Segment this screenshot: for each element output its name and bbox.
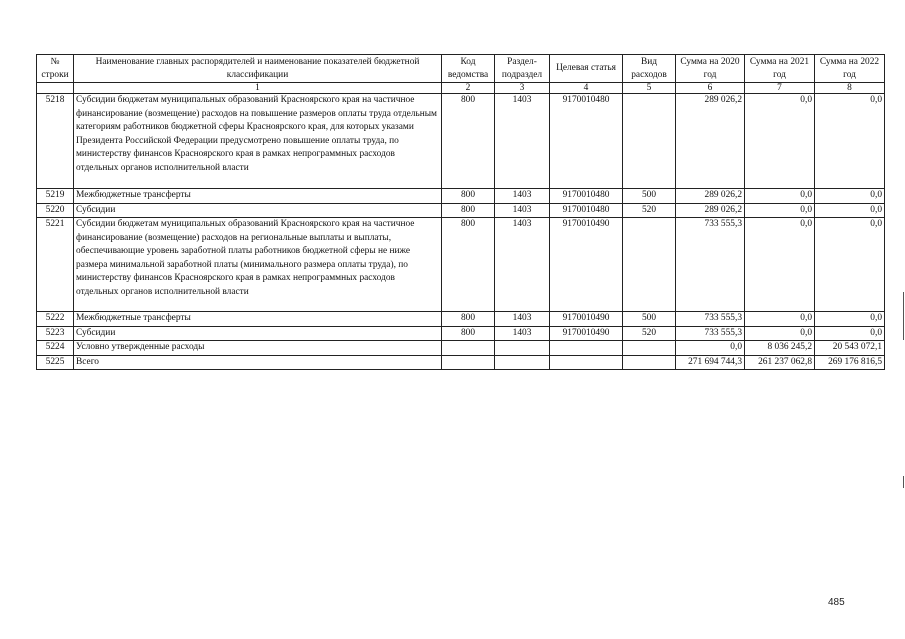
header-expense-type: Вид расходов (623, 55, 676, 83)
row-department-code: 800 (442, 218, 495, 312)
row-target-item (550, 355, 623, 370)
row-section: 1403 (495, 326, 550, 341)
row-target-item (550, 341, 623, 356)
row-expense-type: 520 (623, 326, 676, 341)
row-sum-2022: 0,0 (815, 218, 885, 312)
row-sum-2022: 0,0 (815, 189, 885, 204)
header-sum-2022: Сумма на 2022 год (815, 55, 885, 83)
table-row (37, 94, 885, 189)
row-sum-2022: 269 176 816,5 (815, 355, 885, 370)
row-name: Всего (74, 355, 442, 370)
column-number: 5 (623, 83, 676, 94)
table-row (37, 189, 885, 204)
header-sum-2020: Сумма на 2020 год (676, 55, 745, 83)
table-row-total (37, 355, 885, 370)
row-name: Субсидии бюджетам муниципальных образований Красноярского края на частичное финансирование (возмещение) расходов на региональные выплаты и выплаты, обеспечивающие уровень заработной платы работников бюджетной сферы не ниже размера минимальной заработной платы (минимального размера оплаты труда), по министерству финансов Красноярского края в рамках непрограммных расходов отдельных органов исполнительной власти (74, 218, 442, 312)
row-expense-type (623, 355, 676, 370)
row-name: Субсидии (74, 203, 442, 218)
row-department-code: 800 (442, 312, 495, 327)
row-target-item: 9170010480 (550, 203, 623, 218)
row-expense-type (623, 218, 676, 312)
row-number: 5223 (37, 326, 74, 341)
row-sum-2020: 289 026,2 (676, 203, 745, 218)
row-section: 1403 (495, 94, 550, 189)
table-row (37, 341, 885, 356)
budget-table (36, 54, 885, 370)
row-department-code (442, 355, 495, 370)
column-number: 8 (815, 83, 885, 94)
row-section (495, 341, 550, 356)
row-sum-2022: 0,0 (815, 203, 885, 218)
row-name: Условно утвержденные расходы (74, 341, 442, 356)
row-section: 1403 (495, 312, 550, 327)
table-row (37, 326, 885, 341)
row-name: Межбюджетные трансферты (74, 189, 442, 204)
header-name: Наименование главных распорядителей и наименование показателей бюджетной классификации (74, 55, 442, 83)
row-sum-2021: 8 036 245,2 (745, 341, 815, 356)
row-sum-2021: 0,0 (745, 189, 815, 204)
row-sum-2021: 0,0 (745, 203, 815, 218)
row-sum-2022: 0,0 (815, 94, 885, 189)
row-expense-type: 500 (623, 189, 676, 204)
header-sum-2021: Сумма на 2021 год (745, 55, 815, 83)
row-department-code: 800 (442, 203, 495, 218)
row-sum-2022: 0,0 (815, 326, 885, 341)
row-number: 5222 (37, 312, 74, 327)
row-department-code: 800 (442, 326, 495, 341)
row-name: Межбюджетные трансферты (74, 312, 442, 327)
row-sum-2021: 0,0 (745, 326, 815, 341)
row-name: Субсидии (74, 326, 442, 341)
row-target-item: 9170010480 (550, 94, 623, 189)
column-number: 3 (495, 83, 550, 94)
row-sum-2020: 0,0 (676, 341, 745, 356)
column-number: 2 (442, 83, 495, 94)
row-expense-type (623, 341, 676, 356)
row-number: 5221 (37, 218, 74, 312)
page-number: 485 (828, 597, 845, 608)
row-department-code: 800 (442, 189, 495, 204)
header-row-number: № строки (37, 55, 74, 83)
row-sum-2020: 271 694 744,3 (676, 355, 745, 370)
row-section (495, 355, 550, 370)
header-target-item: Целевая статья (550, 55, 623, 83)
row-number: 5225 (37, 355, 74, 370)
row-expense-type (623, 94, 676, 189)
row-sum-2020: 289 026,2 (676, 189, 745, 204)
row-number: 5220 (37, 203, 74, 218)
header-row (37, 55, 885, 83)
row-sum-2020: 733 555,3 (676, 218, 745, 312)
column-number: 4 (550, 83, 623, 94)
column-number: 7 (745, 83, 815, 94)
row-sum-2020: 733 555,3 (676, 326, 745, 341)
row-sum-2020: 289 026,2 (676, 94, 745, 189)
table-row (37, 218, 885, 312)
header-department-code: Код ведомства (442, 55, 495, 83)
scan-edge-mark (903, 476, 904, 488)
row-sum-2020: 733 555,3 (676, 312, 745, 327)
row-section: 1403 (495, 218, 550, 312)
row-number: 5224 (37, 341, 74, 356)
column-number-blank (37, 83, 74, 94)
row-department-code: 800 (442, 94, 495, 189)
column-number: 1 (74, 83, 442, 94)
row-section: 1403 (495, 203, 550, 218)
header-section: Раздел-подраздел (495, 55, 550, 83)
row-target-item: 9170010490 (550, 312, 623, 327)
row-sum-2021: 0,0 (745, 218, 815, 312)
row-name: Субсидии бюджетам муниципальных образований Красноярского края на частичное финансирование (возмещение) расходов на повышение размеров оплаты труда отдельным категориям работников бюджетной сферы Красноярского края, для которых указами Президента Российской Федерации предусмотрено повышение оплаты труда, по министерству финансов Красноярского края в рамках непрограммных расходов отдельных органов исполнительной власти (74, 94, 442, 189)
row-sum-2021: 0,0 (745, 94, 815, 189)
row-target-item: 9170010480 (550, 189, 623, 204)
row-department-code (442, 341, 495, 356)
row-target-item: 9170010490 (550, 218, 623, 312)
column-number-row (37, 83, 885, 94)
row-sum-2022: 20 543 072,1 (815, 341, 885, 356)
scan-edge-mark (903, 292, 904, 340)
row-expense-type: 520 (623, 203, 676, 218)
row-target-item: 9170010490 (550, 326, 623, 341)
row-sum-2021: 261 237 062,8 (745, 355, 815, 370)
table-row (37, 312, 885, 327)
table-row (37, 203, 885, 218)
column-number: 6 (676, 83, 745, 94)
row-sum-2022: 0,0 (815, 312, 885, 327)
row-sum-2021: 0,0 (745, 312, 815, 327)
row-section: 1403 (495, 189, 550, 204)
row-number: 5218 (37, 94, 74, 189)
row-number: 5219 (37, 189, 74, 204)
row-expense-type: 500 (623, 312, 676, 327)
